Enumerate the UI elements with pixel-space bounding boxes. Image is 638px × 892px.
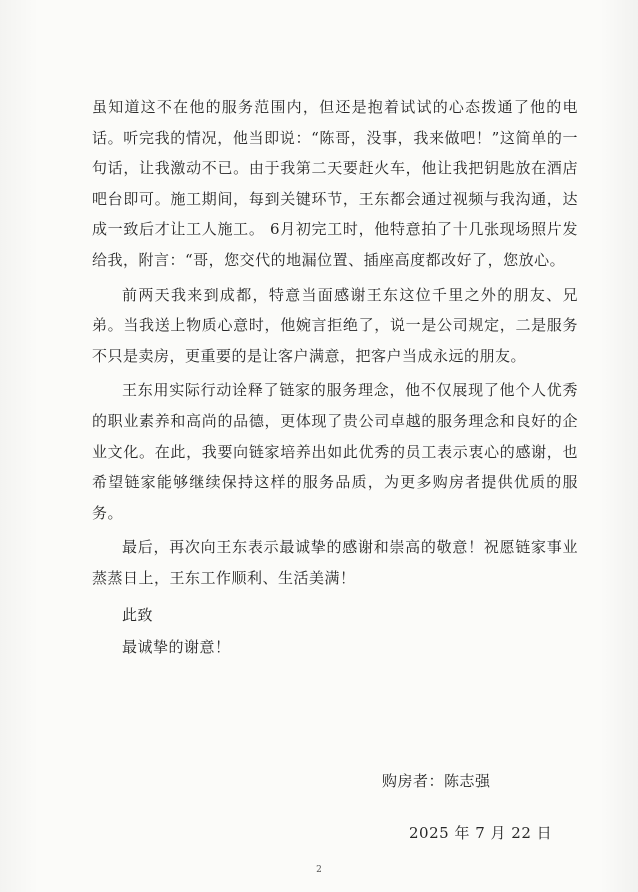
- paragraph-3: 王东用实际行动诠释了链家的服务理念，他不仅展现了他个人优秀的职业素养和高尚的品德，更体现了贵公司卓越的服务理念和良好的企业文化。在此，我要向链家培养出如此优秀的员工表示衷心的感谢，也希望链家能够继续保持这样的服务品质，为更多购房者提供优质的服务。: [92, 381, 578, 522]
- paragraph-4: 最后，再次向王东表示最诚挚的感谢和崇高的敬意！祝愿链家事业蒸蒸日上，王东工作顺利、生活美满！: [92, 538, 578, 587]
- signature-line: 购房者：陈志强: [382, 772, 491, 790]
- letter-body: [92, 92, 578, 663]
- paragraph-2: 前两天我来到成都，特意当面感谢王东这位千里之外的朋友、兄弟。当我送上物质心意时，他婉言拒绝了，说一是公司规定，二是服务不只是卖房，更重要的是让客户满意，把客户当成永远的朋友。: [92, 285, 578, 365]
- page-number: 2: [316, 865, 322, 875]
- paragraph-1: 虽知道这不在他的服务范围内，但还是抱着试试的心态拨通了他的电话。听完我的情况，他当即说：“陈哥，没事，我来做吧！”这简单的一句话，让我激动不已。由于我第二天要赶火车，他让我把钥匙放在酒店吧台即可。施工期间，每到关键环节，王东都会通过视频与我沟通，达成一致后才让工人施工。 6月初完工时，他特意拍了十几张现场照片发给我，附言：“哥，您交代的地漏位置、插座高度都改好了，您放心。: [92, 98, 578, 269]
- date-line: 2025 年 7 月 22 日: [409, 824, 553, 842]
- closing-regards: 最诚挚的谢意！: [122, 638, 231, 657]
- closing-salutation: 此致: [122, 605, 154, 624]
